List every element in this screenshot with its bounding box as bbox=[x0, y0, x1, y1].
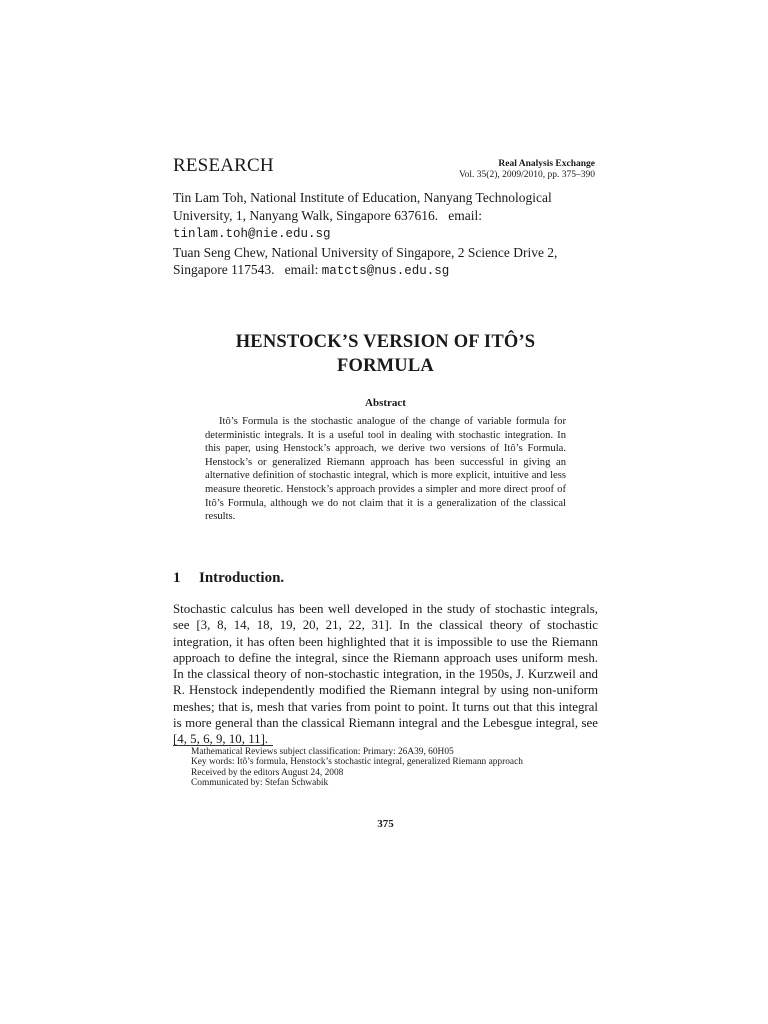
footnote-communicated: Communicated by: Stefan Schwabik bbox=[191, 778, 329, 789]
journal-volume: Vol. 35(2), 2009/2010, pp. 375–390 bbox=[459, 170, 595, 180]
title-line-1: HENSTOCK’S VERSION OF ITÔ’S bbox=[235, 332, 536, 352]
page-number: 375 bbox=[377, 818, 394, 830]
author-1-affiliation: Tin Lam Toh, National Institute of Education, Nanyang Technological University, 1, Nanyang Walk, Singapore 637616. bbox=[173, 190, 552, 223]
footnote-classification: Mathematical Reviews subject classification: Primary: 26A39, 60H05 bbox=[191, 747, 454, 757]
author-block bbox=[173, 189, 598, 281]
paper-title bbox=[173, 330, 598, 378]
author-2-affiliation: Tuan Seng Chew, National University of Singapore, 2 Science Drive 2, Singapore 117543. bbox=[173, 244, 558, 277]
abstract-heading: Abstract bbox=[365, 397, 406, 409]
footnote-keywords: Key words: Itô’s formula, Henstock’s stochastic integral, generalized Riemann approach bbox=[191, 757, 523, 768]
author-1-email[interactable]: tinlam.toh@nie.edu.sg bbox=[173, 227, 331, 241]
author-2-email[interactable]: matcts@nus.edu.sg bbox=[321, 264, 450, 278]
author-1 bbox=[173, 189, 598, 244]
section-number: 1 bbox=[173, 570, 181, 586]
section-title: Introduction. bbox=[199, 570, 285, 586]
section-heading bbox=[173, 570, 284, 587]
author-2 bbox=[173, 244, 598, 281]
footnotes bbox=[191, 747, 601, 789]
footnote-received: Received by the editors August 24, 2008 bbox=[191, 767, 344, 778]
author-1-email-label: email: bbox=[448, 207, 482, 223]
author-2-email-label: email: bbox=[284, 262, 319, 277]
introduction-paragraph: Stochastic calculus has been well developed in the study of stochastic integrals, see [3, 8, 14, 18, 19, 20, 21, 22, 31]. In the classical theory of stochastic integration, it has often been highlighted that it is impossible to use the Riemann approach to define the integral, since the Riemann approach uses uniform mesh. In the classical theory of non-stochastic integration, in the 1950s, J. Kurzweil and R. Henstock independently modified the Riemann integral by using non-uniform meshes; that is, mesh that varies from point to point. It turns out that this integral is more general than the classical Riemann integral and the Lebesgue integral, see [4, 5, 6, 9, 10, 11]. bbox=[173, 602, 598, 747]
title-line-2: FORMULA bbox=[337, 356, 434, 376]
journal-info bbox=[459, 159, 595, 181]
section-label: RESEARCH bbox=[173, 155, 274, 176]
footnote-rule bbox=[173, 745, 273, 746]
journal-name: Real Analysis Exchange bbox=[498, 159, 595, 169]
abstract-text: Itô’s Formula is the stochastic analogue of the change of variable formula for deterministic integrals. It is a useful tool in dealing with stochastic integration. In this paper, using Henstock’s approach, we derive two versions of Itô’s Formula. Henstock’s or generalized Riemann approach has been successful in giving an alternative definition of stochastic integral, which is more explicit, intuitive and less measure theoretic. Henstock’s approach provides a simpler and more direct proof of Itô’s Formula, although we do not claim that it is a generalization of the classical results. bbox=[205, 416, 566, 523]
